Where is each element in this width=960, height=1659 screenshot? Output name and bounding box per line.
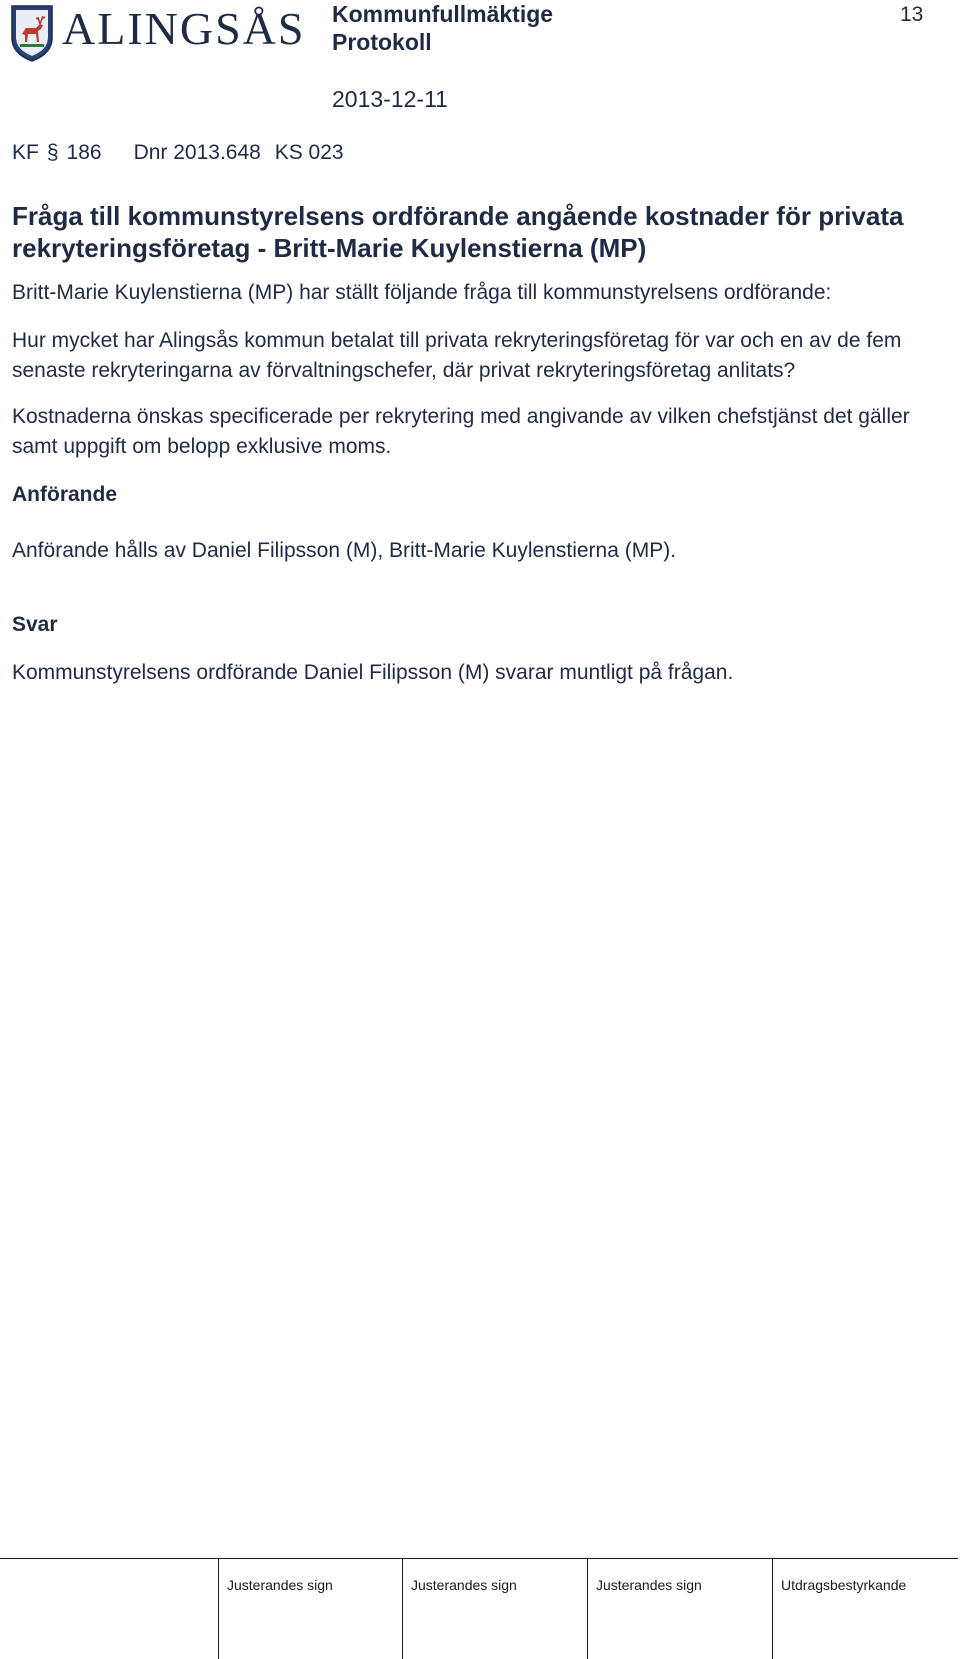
specification-paragraph: Kostnaderna önskas specificerade per rekrytering med angivande av vilken chefstjänst det gäller samt uppgift om belopp exklusive moms.	[12, 405, 910, 458]
ks-label: KS	[274, 141, 303, 164]
intro-paragraph: Britt-Marie Kuylenstierna (MP) har ställt följande fråga till kommunstyrelsens ordförande:	[12, 281, 832, 304]
case-reference	[12, 140, 344, 166]
signature-table-top-border	[0, 1558, 958, 1559]
justerandes-sign-cell-2: Justerandes sign	[411, 1577, 517, 1593]
question-paragraph: Hur mycket har Alingsås kommun betalat till privata rekryteringsföretag för var och en av de fem senaste rekryteringarna av förvaltningschefer, där privat rekryteringsföretag anlitats?	[12, 329, 902, 382]
signature-divider	[402, 1558, 403, 1659]
meeting-date: 2013-12-11	[332, 86, 448, 112]
anforande-heading: Anförande	[12, 483, 117, 506]
utdragsbestyrkande-cell: Utdragsbestyrkande	[781, 1577, 907, 1593]
alingsas-coat-of-arms-icon	[10, 4, 54, 62]
case-code: 023	[308, 141, 344, 164]
svar-heading: Svar	[12, 613, 58, 636]
document-body-name: Kommunfullmäktige	[332, 1, 554, 27]
signature-table	[0, 1558, 960, 1659]
item-title: Fråga till kommunstyrelsens ordförande angående kostnader för privata rekryteringsföretag - Britt-Marie Kuylenstierna (MP)	[12, 201, 904, 263]
logo-wordmark: ALINGSÅS	[62, 3, 306, 54]
document-type: Protokoll	[332, 29, 432, 55]
signature-divider	[587, 1558, 588, 1659]
anforande-text: Anförande hålls av Daniel Filipsson (M), Britt-Marie Kuylenstierna (MP).	[12, 539, 677, 562]
justerandes-sign-cell-3: Justerandes sign	[596, 1577, 702, 1593]
diary-number: Dnr 2013.648	[133, 141, 261, 164]
municipality-logo	[10, 4, 305, 66]
svar-text: Kommunstyrelsens ordförande Daniel Filipsson (M) svarar muntligt på frågan.	[12, 661, 734, 684]
justerandes-sign-cell-1: Justerandes sign	[227, 1577, 333, 1593]
case-body: KF	[12, 141, 39, 164]
signature-divider	[218, 1558, 219, 1659]
section-symbol: §	[46, 141, 59, 164]
signature-divider	[772, 1558, 773, 1659]
case-number: 186	[66, 141, 102, 164]
page-number: 13	[900, 3, 924, 26]
